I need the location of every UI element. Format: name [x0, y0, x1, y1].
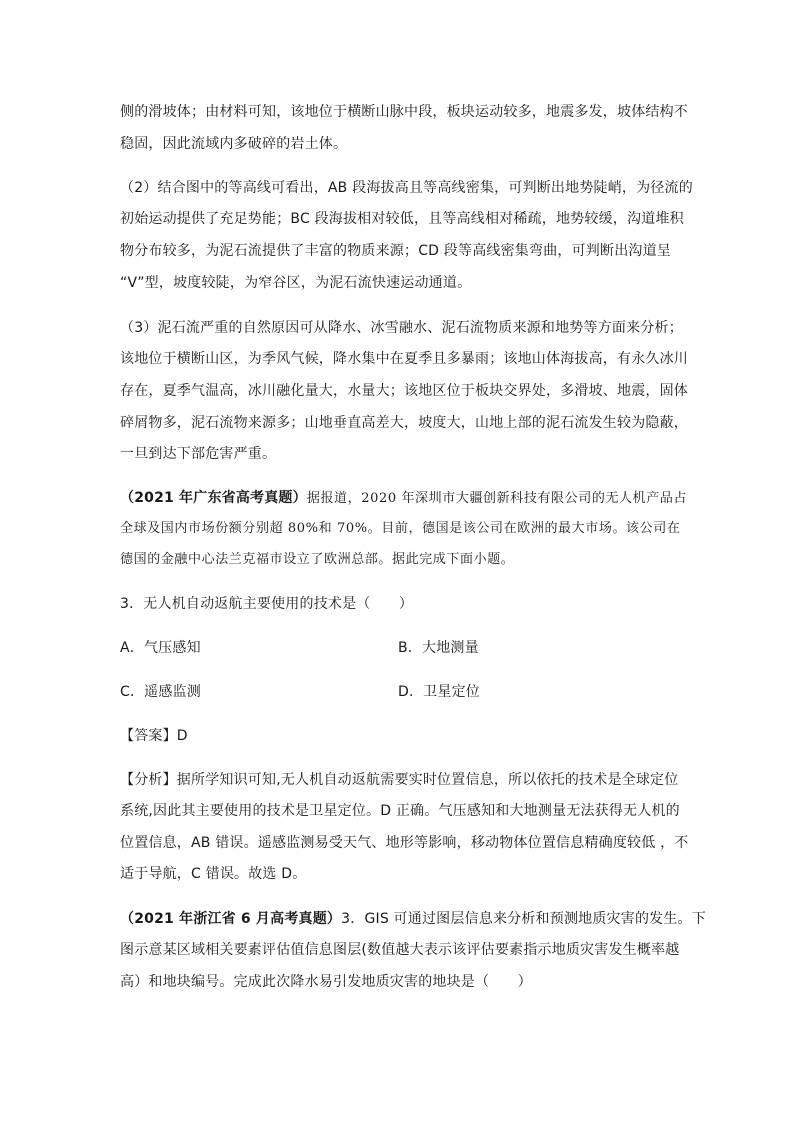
intro-line-1 [120, 488, 687, 509]
analysis-line: 位置信息，AB 错误。遥感监测易受天气、地形等影响，移动物体位置信息精确度较低 ，不 [120, 835, 689, 851]
analysis-line: 【分析】据所学知识可知,无人机自动返航需要实时位置信息，所以依托的技术是全球定位 [120, 772, 679, 788]
text-line: 存在，夏季气温高，冰川融化量大，水量大；该地区位于板块交界处，多滑坡、地震，固体 [120, 383, 688, 399]
question-source: （2021 年浙江省 6 月高考真题） [120, 911, 342, 927]
text-line: 一旦到达下部危害严重。 [120, 446, 277, 462]
text-line: 稳固，因此流域内多破碎的岩土体。 [120, 136, 348, 152]
text-line: 物分布较多，为泥石流提供了丰富的物质来源；CD 段等高线密集弯曲，可判断出沟道呈 [120, 243, 672, 259]
next-line-1 [120, 909, 706, 929]
intro-text: 据报道，2020 年深圳市大疆创新科技有限公司的无人机产品占 [306, 491, 688, 506]
analysis-line: 系统,因此其主要使用的技术是卫星定位。D 正确。气压感知和大地测量无法获得无人机的 [120, 803, 680, 819]
text-line: 该地位于横断山区，为季风气候，降水集中在夏季且多暴雨；该地山体海拔高，有永久冰川 [120, 351, 688, 367]
option-a: A．气压感知 [120, 640, 201, 656]
option-b: B．大地测量 [398, 640, 479, 656]
analysis-line: 适于导航，C 错误。故选 D。 [120, 866, 307, 882]
question-stem: 3．无人机自动返航主要使用的技术是（ ） [120, 596, 414, 612]
text-line: 全球及国内市场份额分别超 80%和 70%。目前，德国是该公司在欧洲的最大市场。该公司在 [120, 521, 681, 536]
text-line: 图示意某区域相关要素评估值信息图层(数值越大表示该评估要素指示地质灾害发生概率越 [120, 942, 680, 958]
question-source: （2021 年广东省高考真题） [120, 490, 307, 506]
text-line: “V”型，坡度较陡，为窄谷区，为泥石流快速运动通道。 [120, 275, 472, 291]
text-line: 侧的滑坡体；由材料可知，该地位于横断山脉中段，板块运动较多，地震多发，坡体结构不 [120, 104, 688, 120]
text-line: 德国的金融中心法兰克福市设立了欧洲总部。据此完成下面小题。 [120, 552, 515, 567]
option-c: C．遥感监测 [120, 684, 201, 700]
text-line: 碎屑物多，泥石流物来源多；山地垂直高差大，坡度大，山地上部的泥石流发生较为隐蔽， [120, 415, 688, 431]
text-line: 初始运动提供了充足势能；BC 段海拔相对较低，且等高线相对稀疏，地势较缓，沟道堆积 [120, 211, 684, 227]
next-text: 3．GIS 可通过图层信息来分析和预测地质灾害的发生。下 [341, 911, 706, 927]
option-d: D．卫星定位 [398, 684, 480, 700]
text-line: （2）结合图中的等高线可看出，AB 段海拔高且等高线密集，可判断出地势陡峭，为径流的 [120, 180, 693, 196]
answer-line: 【答案】D [120, 728, 188, 744]
text-line: （3）泥石流严重的自然原因可从降水、冰雪融水、泥石流物质来源和地势等方面来分析； [120, 320, 683, 336]
text-line: 高）和地块编号。完成此次降水易引发地质灾害的地块是（ ） [120, 974, 532, 990]
